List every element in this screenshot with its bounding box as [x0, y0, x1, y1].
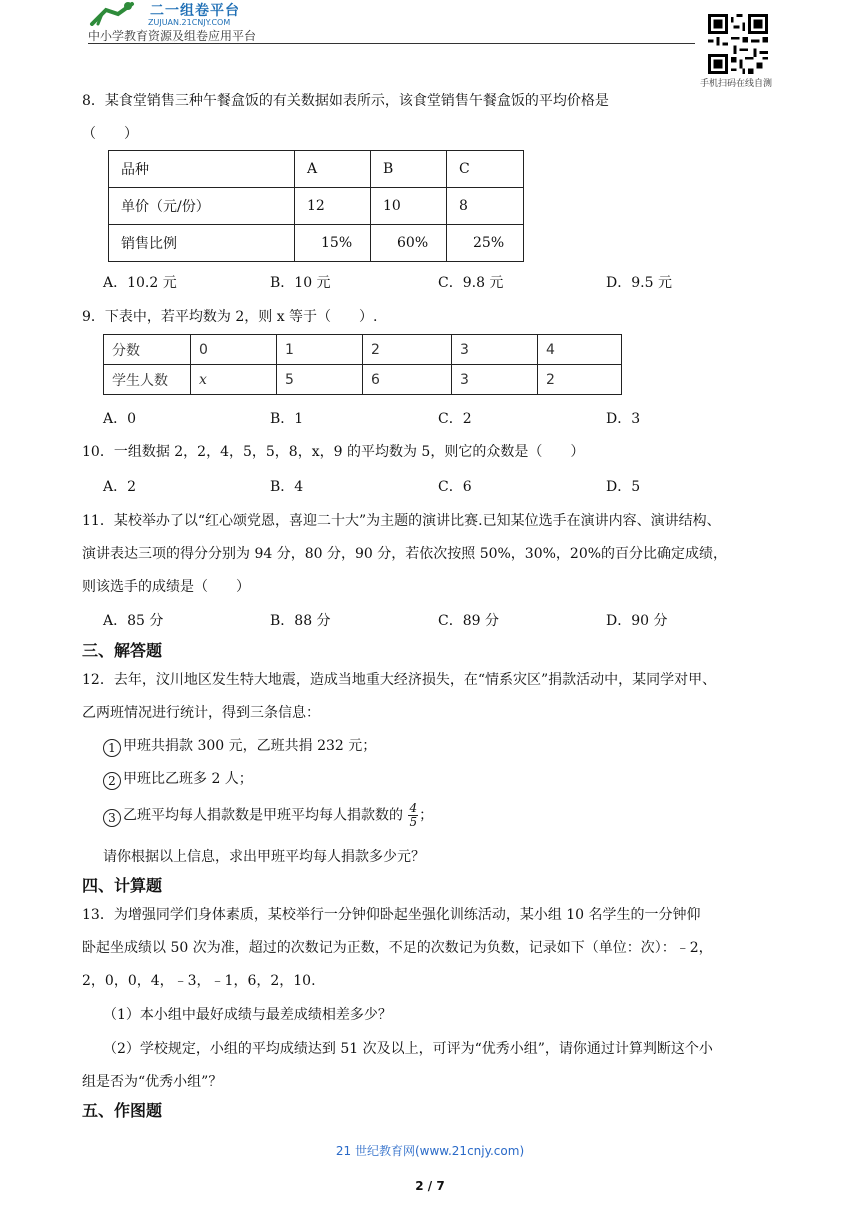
logo-url: ZUJUAN.21CNJY.COM [148, 18, 231, 27]
table-cell: 学生人数 [104, 365, 191, 395]
table-cell: 单价（元/份） [109, 188, 295, 225]
table-cell: A [295, 151, 371, 188]
q12-item [103, 802, 433, 829]
table-cell: 8 [447, 188, 524, 225]
q9-option-c[interactable]: C．2 [438, 411, 472, 427]
page-number: 2 / 7 [415, 1179, 445, 1193]
section-heading: 五、作图题 [82, 1101, 163, 1120]
q10-stem: 10．一组数据 2，2，4，5，5，8，x，9 的平均数为 5，则它的众数是（ ） [82, 444, 585, 460]
table-cell: 销售比例 [109, 225, 295, 262]
q8-option-c[interactable]: C．9.8 元 [438, 275, 504, 291]
header-subtitle: 中小学教育资源及组卷应用平台 [88, 29, 257, 43]
qr-caption: 手机扫码在线自测 [700, 79, 773, 89]
q11-line3: 则该选手的成绩是（ ） [82, 579, 250, 595]
q9-table [103, 334, 622, 395]
table-cell: 品种 [109, 151, 295, 188]
q13-sub2b: 组是否为“优秀小组”？ [82, 1074, 223, 1090]
fraction-numerator: 4 [409, 801, 418, 815]
q11-line1: 11．某校举办了以“红心颂党恩，喜迎二十大”为主题的演讲比赛.已知某位选手在演讲内容、演讲结构、 [82, 513, 721, 529]
q11-option-d[interactable]: D．90 分 [606, 613, 668, 629]
q12-item-text: 甲班共捐款 300 元，乙班共捐 232 元； [123, 738, 377, 754]
table-row [104, 365, 622, 395]
qr-code-icon [708, 14, 768, 74]
q10-option-a[interactable]: A．2 [103, 479, 137, 495]
fraction [408, 802, 418, 829]
table-cell: 3 [452, 365, 538, 395]
section-heading: 三、解答题 [82, 641, 163, 660]
q8-option-b[interactable]: B．10 元 [270, 275, 331, 291]
table-cell: C [447, 151, 524, 188]
q9-option-a[interactable]: A．0 [103, 411, 137, 427]
q12-item-text: 甲班比乙班多 2 人； [123, 771, 253, 787]
fraction-denominator: 5 [409, 815, 418, 829]
q9-stem: 9．下表中，若平均数为 2，则 x 等于（ ）. [82, 309, 378, 325]
q11-option-c[interactable]: C．89 分 [438, 613, 499, 629]
q8-paren: （ ） [82, 126, 138, 142]
q13-line3: 2，0，0，4，﹣3，﹣1，6，2，10. [82, 973, 316, 989]
q10-option-d[interactable]: D．5 [606, 479, 641, 495]
table-cell: B [371, 151, 447, 188]
table-cell: 4 [538, 335, 622, 365]
q13-sub1: （1）本小组中最好成绩与最差成绩相差多少？ [103, 1007, 392, 1023]
q12-item-text: 乙班平均每人捐款数是甲班平均每人捐款数的 [123, 807, 403, 824]
q9-option-d[interactable]: D．3 [606, 411, 641, 427]
table-row [109, 188, 524, 225]
footer-source-link[interactable]: 21 世纪教育网(www.21cnjy.com) [335, 1144, 525, 1158]
table-cell: 15% [295, 225, 371, 262]
q11-line2: 演讲表达三项的得分分别为 94 分，80 分，90 分，若依次按照 50%，30%，20%的百分比确定成绩， [82, 546, 728, 562]
table-cell: 分数 [104, 335, 191, 365]
q13-line1: 13．为增强同学们身体素质，某校举行一分钟仰卧起坐强化训练活动，某小组 10 名学生的一分钟仰 [82, 907, 701, 923]
q12-line1: 12．去年，汶川地区发生特大地震，造成当地重大经济损失，在“情系灾区”捐款活动中，某同学对甲、 [82, 672, 717, 688]
q12-line2: 乙两班情况进行统计，得到三条信息： [82, 705, 320, 721]
q13-line2: 卧起坐成绩以 50 次为准，超过的次数记为正数，不足的次数记为负数，记录如下（单位：次）：﹣2， [82, 940, 713, 956]
q10-option-c[interactable]: C．6 [438, 479, 472, 495]
table-cell: x [191, 365, 277, 395]
table-cell: 3 [452, 335, 538, 365]
q11-option-a[interactable]: A．85 分 [103, 613, 164, 629]
q10-option-b[interactable]: B．4 [270, 479, 304, 495]
q8-stem: 8．某食堂销售三种午餐盒饭的有关数据如表所示，该食堂销售午餐盒饭的平均价格是 [82, 93, 609, 109]
table-row [109, 151, 524, 188]
q11-option-b[interactable]: B．88 分 [270, 613, 331, 629]
table-cell: 5 [277, 365, 363, 395]
table-cell: 2 [363, 335, 452, 365]
table-cell: 25% [447, 225, 524, 262]
table-cell: 1 [277, 335, 363, 365]
logo-text: 二一组卷平台 [150, 3, 240, 19]
q12-ask: 请你根据以上信息，求出甲班平均每人捐款多少元？ [103, 849, 425, 865]
table-cell: 0 [191, 335, 277, 365]
q13-sub2a: （2）学校规定，小组的平均成绩达到 51 次及以上，可评为“优秀小组”，请你通过计算判断这个小 [103, 1041, 713, 1057]
q8-option-a[interactable]: A．10.2 元 [103, 275, 177, 291]
table-cell: 60% [371, 225, 447, 262]
circled-number: 2 [103, 772, 121, 790]
q12-item-tail: ； [419, 807, 434, 824]
circled-number: 3 [103, 809, 121, 827]
table-cell: 12 [295, 188, 371, 225]
q12-item [103, 735, 376, 757]
table-row [104, 335, 622, 365]
header-divider [88, 43, 695, 44]
q9-option-b[interactable]: B．1 [270, 411, 304, 427]
circled-number: 1 [103, 739, 121, 757]
q12-item [103, 768, 253, 790]
q8-table [108, 150, 524, 262]
q8-option-d[interactable]: D．9.5 元 [606, 275, 672, 291]
table-row [109, 225, 524, 262]
table-cell: 6 [363, 365, 452, 395]
table-cell: 2 [538, 365, 622, 395]
section-heading: 四、计算题 [82, 876, 163, 895]
table-cell: 10 [371, 188, 447, 225]
